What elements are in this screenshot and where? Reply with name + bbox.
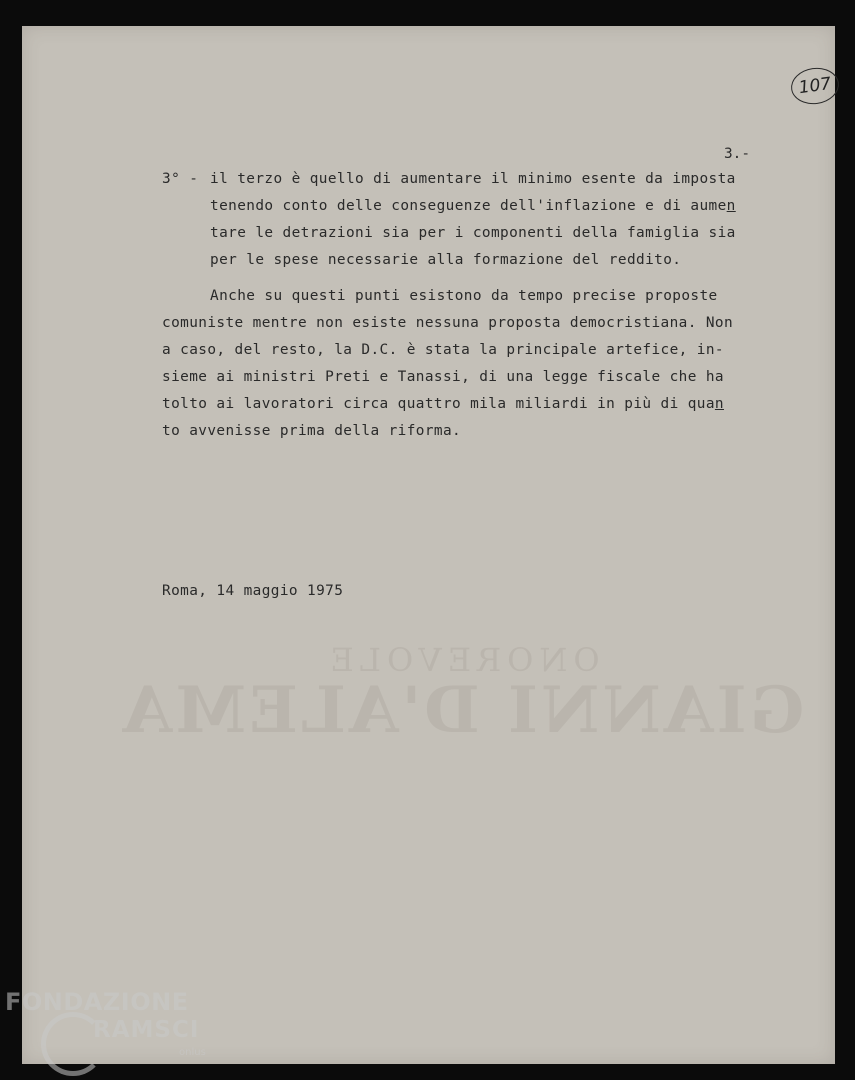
document-page: [22, 26, 835, 1064]
paragraph-line: to avvenisse prima della riforma.: [162, 423, 462, 439]
paragraph-line: Anche su questi punti esistono da tempo precise proposte: [210, 288, 718, 304]
item-line: tenendo conto delle conseguenze dell'inflazione e di aumen: [210, 198, 736, 214]
paragraph-line: comuniste mentre non esiste nessuna proposta democristiana. Non: [162, 315, 734, 331]
logo-line-2: RAMSCI: [93, 1017, 200, 1043]
paragraph-line: tolto ai lavoratori circa quattro mila miliardi in più di quan: [162, 396, 724, 412]
item-line: per le spese necessarie alla formazione del reddito.: [210, 252, 682, 268]
logo-line-1: FONDAZIONE: [5, 988, 189, 1016]
item-line: tare le detrazioni sia per i componenti della famiglia sia: [210, 225, 736, 241]
paragraph-line: sieme ai ministri Preti e Tanassi, di una legge fiscale che ha: [162, 369, 724, 385]
page-number: 3.-: [724, 146, 750, 162]
item-marker: 3° -: [162, 171, 199, 187]
signature-date: Roma, 14 maggio 1975: [162, 583, 344, 599]
paragraph-line: a caso, del resto, la D.C. è stata la principale artefice, in-: [162, 342, 724, 358]
item-line: il terzo è quello di aumentare il minimo esente da imposta: [210, 171, 736, 187]
bleed-through-letterhead: ONOREVOLE GIANNI D'ALEMA: [119, 641, 805, 748]
logo-line-3: onlus: [179, 1047, 206, 1058]
archive-number-stamp: 107: [789, 65, 842, 107]
